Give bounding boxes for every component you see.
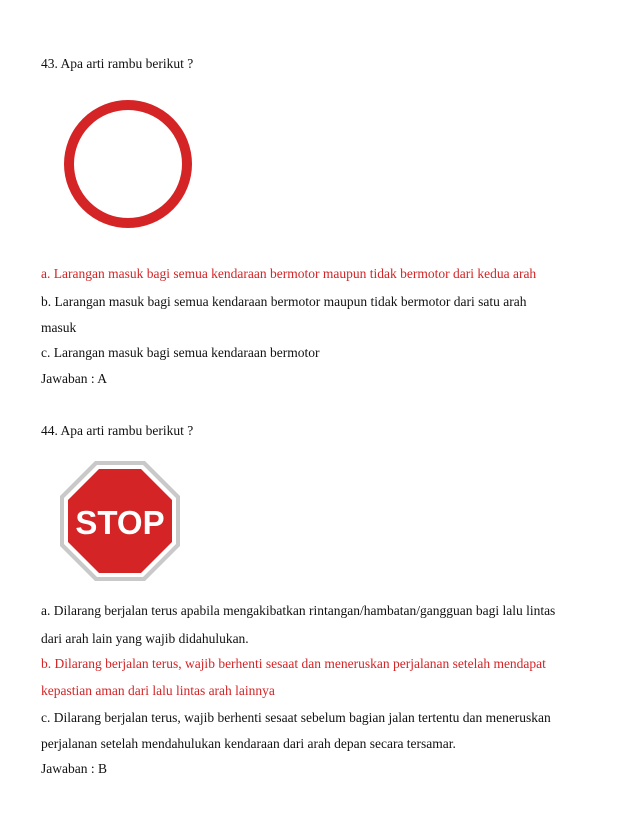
question-44-answer: Jawaban : B bbox=[41, 761, 107, 776]
question-44-option-a: a. Dilarang berjalan terus apabila mengakibatkan rintangan/hambatan/gangguan bagi lalu lintas bbox=[41, 603, 556, 618]
stop-sign-icon bbox=[58, 459, 182, 583]
question-44-option-b: b. Dilarang berjalan terus, wajib berhenti sesaat dan meneruskan perjalanan setelah mendapat bbox=[41, 656, 546, 671]
question-number: 44. bbox=[41, 423, 58, 438]
question-43-option-b-cont: masuk bbox=[41, 320, 77, 335]
question-44-option-a-cont: dari arah lain yang wajib didahulukan. bbox=[41, 631, 249, 646]
question-prompt: Apa arti rambu berikut ? bbox=[60, 423, 194, 438]
question-43-option-b: b. Larangan masuk bagi semua kendaraan bermotor maupun tidak bermotor dari satu arah bbox=[41, 294, 527, 309]
question-prompt: Apa arti rambu berikut ? bbox=[60, 56, 194, 71]
question-43-title bbox=[41, 56, 193, 72]
prohibition-circle-sign-icon bbox=[60, 96, 196, 232]
question-44-title bbox=[41, 423, 193, 439]
question-44-option-b-cont: kepastian aman dari lalu lintas arah lainnya bbox=[41, 683, 275, 698]
question-43-answer: Jawaban : A bbox=[41, 371, 107, 386]
question-43-option-c: c. Larangan masuk bagi semua kendaraan bermotor bbox=[41, 345, 320, 360]
question-44-option-c: c. Dilarang berjalan terus, wajib berhenti sesaat sebelum bagian jalan tertentu dan meneruskan bbox=[41, 710, 551, 725]
question-number: 43. bbox=[41, 56, 58, 71]
stop-sign-text: STOP bbox=[75, 504, 165, 541]
question-44-option-c-cont: perjalanan setelah mendahulukan kendaraan dari arah depan secara tersamar. bbox=[41, 736, 456, 751]
question-43-option-a: a. Larangan masuk bagi semua kendaraan bermotor maupun tidak bermotor dari kedua arah bbox=[41, 266, 537, 281]
